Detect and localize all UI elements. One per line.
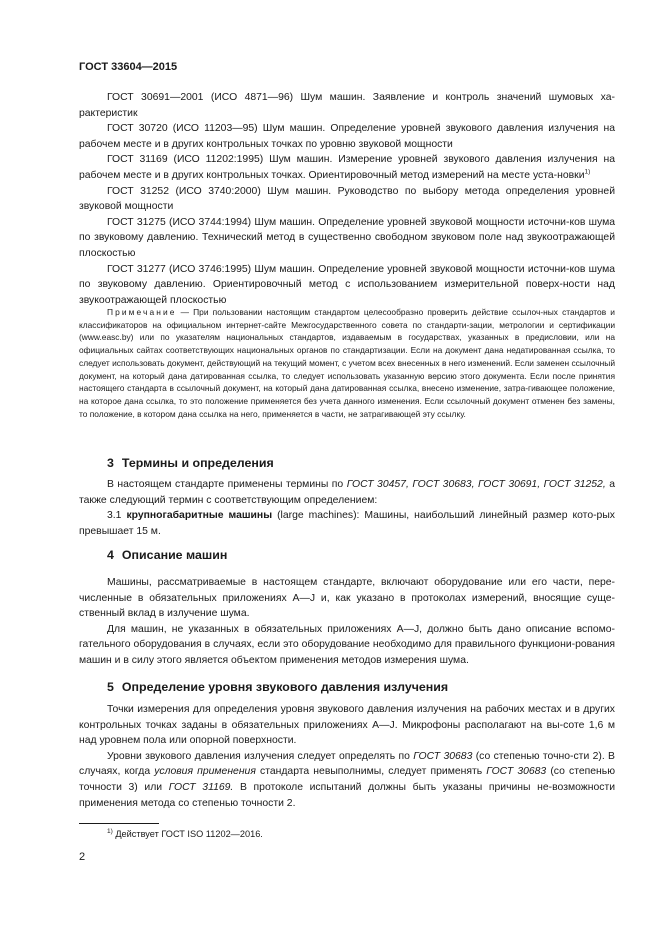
terms-intro (79, 477, 615, 508)
section-3-body (79, 477, 615, 539)
note-text: — При пользовании настоящим стандартом целесообразно проверить действие ссылоч-ных стандартов и классификаторов на официальном интернет-сайте Межгосударственного совета по стандарти-зации, метрологии и сертификации (www.easc.by) или по указателям национальных стандартов, издаваемым в государствах, указанных в предисловии, или на официальных сайтах соответствующих национальных органов по стандартизации. Если на документ дана недатированная ссылка, то следует использовать документ, действующий на текущий момент, с учетом всех внесенных в него изменений. Если заменен ссылочный документ, на который дана датированная ссылка, то следует использовать указанную версию этого документа. Если после принятия настоящего стандарта в ссылочный документ, на который дана датированная ссылка, внесено изменение, затра-гивающее положение, на которое дана ссылка, то это положение применяется без учета данного изменения. Если ссылочный документ отменен без замены, то положение, в котором дана ссылка на него, применяется в части, не затрагивающей эту ссылку. (79, 307, 615, 419)
section-4-heading (107, 548, 227, 562)
paragraph: Для машин, не указанных в обязательных приложениях А—J, должно быть дано описание вспомо-гательного оборудования в случаях, если это оборудование необходимо для правильного функциони-рования машин и в силу этого является объектом применения методов измерения шума. (79, 623, 615, 666)
normative-references (79, 90, 615, 308)
reference-item: ГОСТ 31277 (ИСО 3746:1995) Шум машин. Определение уровней звуковой мощности источни-ков шума по звуковому давлению. Ориентировочный метод с использованием измерительной поверх-ности над звукоотражающей плоскостью (79, 263, 615, 306)
page-number: 2 (79, 851, 86, 863)
footnote-ref: 1) (584, 168, 591, 176)
section-number: 5 (107, 680, 114, 694)
footnote-text: Действует ГОСТ ISO 11202—2016. (112, 829, 263, 839)
note-block (79, 306, 615, 420)
note-paragraph (79, 306, 615, 420)
section-title: Определение уровня звукового давления излучения (121, 680, 449, 694)
section-5-heading (107, 680, 448, 694)
paragraph: Машины, рассматриваемые в настоящем стандарте, включают оборудование или его части, пере-численные в обязательных приложениях А—J и, как указано в протоколах измерений, вносящие суще-ственный вклад в излучение шума. (79, 577, 615, 620)
text-run: (со степенью точно-сти 2). В случаях, когда (79, 750, 615, 778)
section-4-body (79, 575, 615, 669)
term-name: крупногабаритные машины (126, 510, 273, 522)
paragraph: Точки измерения для определения уровня звукового давления излучения на рабочих местах и в других контрольных точках заданы в обязательных приложениях А—J. Микрофоны располагают на вы-соте 1,6 м над уровнем пола или опорной поверхности. (79, 704, 615, 747)
text-run: Уровни звукового давления излучения следует определять по (107, 750, 414, 762)
term-number: 3.1 (107, 510, 122, 522)
footnote-mark: 1) (107, 827, 113, 835)
reference-item: ГОСТ 30720 (ИСО 11203—95) Шум машин. Определение уровней звукового давления излучения на рабочем месте и в других контрольных точках по уровню звуковой мощности (79, 123, 615, 150)
reference-item: ГОСТ 30691—2001 (ИСО 4871—96) Шум машин. Заявление и контроль значений шумовых ха-рактеристик (79, 92, 615, 119)
text-run: стандарта невыполнимы, следует применять (255, 766, 487, 778)
standard-ref: ГОСТ 31169. (168, 781, 234, 793)
standard-ref: ГОСТ 30683 (486, 766, 547, 778)
reference-item: ГОСТ 31275 (ИСО 3744:1994) Шум машин. Определение уровней звуковой мощности источни-ков шума по звуковому давлению. Технический метод в существенно свободном звуковом поле над звукоотражающей плоскостью (79, 216, 615, 259)
note-label: Примечание (107, 307, 177, 317)
text-run: (со степенью точности 3) или (79, 766, 615, 793)
paragraph (79, 749, 615, 811)
section-title: Описание машин (121, 548, 228, 562)
text-run: В протоколе испытаний должны быть указаны причины не-возможности применения метода со степенью точности 2. (79, 781, 616, 809)
standard-ref: ГОСТ 30683 (413, 750, 473, 762)
standard-refs: ГОСТ 30457, ГОСТ 30683, ГОСТ 30691, ГОСТ 31252, (346, 479, 606, 490)
document-header: ГОСТ 33604—2015 (79, 61, 178, 73)
term-text: (large machines): Машины, наибольший линейный размер кото-рых превышает 15 м. (79, 510, 615, 537)
section-number: 3 (107, 456, 114, 470)
section-title: Термины и определения (121, 456, 274, 470)
section-5-body (79, 702, 615, 811)
reference-text: ГОСТ 31169 (ИСО 11202:1995) Шум машин. Измерение уровней звукового давления излучения на рабочем месте и в других контрольных точках. Ориентировочный метод измерений на месте уста-новки (79, 154, 615, 181)
term-definition (79, 508, 615, 539)
section-3-heading (107, 456, 274, 470)
text-run: а также следующий термин с соответствующим определением: (79, 479, 615, 506)
reference-item: ГОСТ 31252 (ИСО 3740:2000) Шум машин. Руководство по выбору метода определения уровней звуковой мощности (79, 185, 615, 213)
text-run: В настоящем стандарте применены термины по (107, 479, 347, 490)
emphasis: условия применения (154, 766, 256, 778)
footnote-divider (79, 823, 159, 824)
reference-item (79, 152, 615, 183)
section-number: 4 (107, 548, 114, 562)
footnote (107, 829, 263, 839)
